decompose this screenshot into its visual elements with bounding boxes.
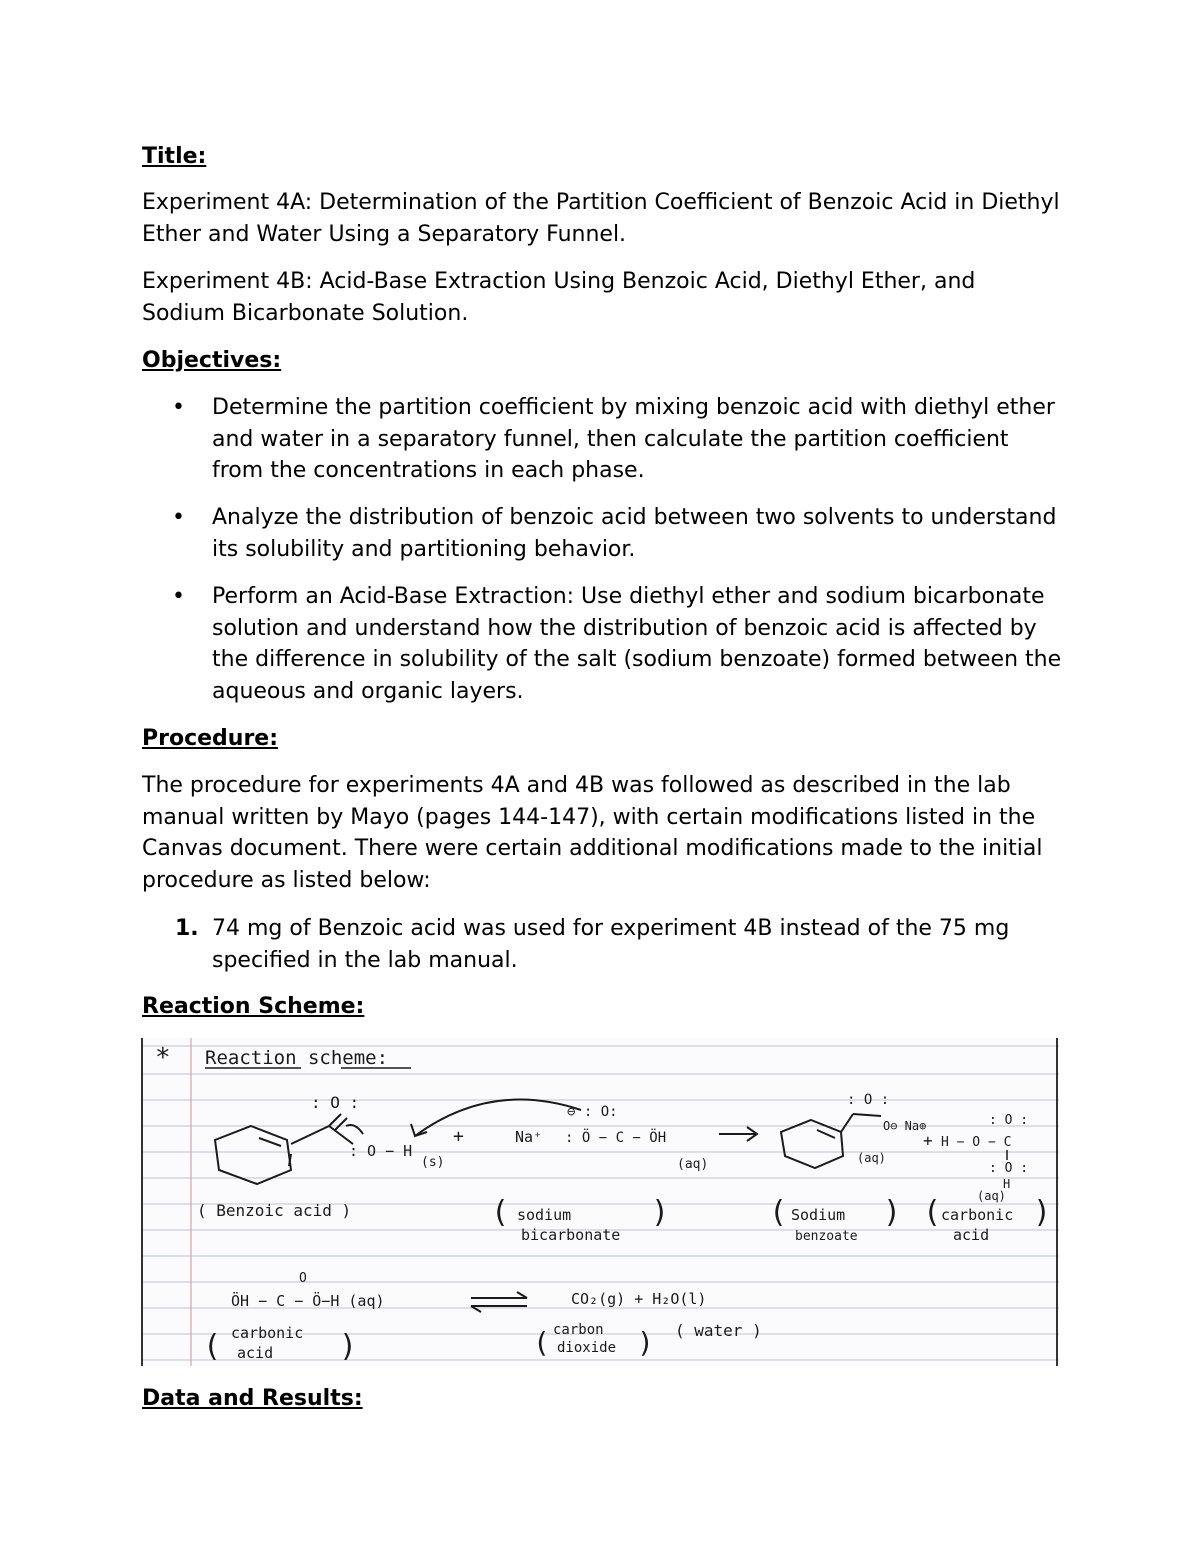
plus-sign: + xyxy=(453,1126,464,1147)
procedure-text: The procedure for experiments 4A and 4B was followed as described in the lab manual written by Mayo (pages 144-147), with certain modifications listed in the Canvas document. There were certain additional modifications made to the initial procedure as listed below: xyxy=(142,773,1043,893)
objectives-heading: Objectives: xyxy=(142,348,282,373)
benzoate-charge: O⊖ Na⊕ xyxy=(883,1119,927,1133)
benzoic-oxygen-top: : O : xyxy=(311,1093,360,1112)
star-mark: * xyxy=(155,1043,171,1073)
label-sodium-benzoate-2: benzoate xyxy=(795,1229,858,1244)
label-water: ( water ) xyxy=(675,1321,762,1340)
svg-text:): ) xyxy=(651,1195,670,1230)
svg-text:): ) xyxy=(1033,1195,1052,1230)
label-carbonic-acid-1: carbonic xyxy=(941,1206,1014,1224)
label-benzoic-acid: ( Benzoic acid ) xyxy=(197,1201,352,1220)
eq2-oxygen-top: O xyxy=(299,1271,307,1286)
data-results-heading: Data and Results: xyxy=(142,1386,363,1411)
svg-text:): ) xyxy=(637,1326,654,1359)
svg-text:): ) xyxy=(339,1329,358,1364)
bullet-icon: • xyxy=(172,584,185,609)
state-solid: (s) xyxy=(421,1155,445,1170)
svg-text:(: ( xyxy=(491,1195,510,1230)
label-sodium-bicarbonate-2: bicarbonate xyxy=(521,1226,621,1244)
plus-sign-2: + xyxy=(923,1131,933,1150)
reaction-scheme-image xyxy=(141,1038,1059,1366)
label-carbonic-acid-2: acid xyxy=(953,1226,990,1244)
svg-text:(: ( xyxy=(923,1195,942,1230)
bicarbonate-top: ⊖ : O: xyxy=(567,1104,618,1120)
objective-item: Perform an Acid-Base Extraction: Use diethyl ether and sodium bicarbonate solution and understand how the distribution of benzoic acid is affected by the difference in solubility of the salt (sodium benzoate) formed between the aqueous and organic layers. xyxy=(212,584,1062,704)
state-aqueous-2: (aq) xyxy=(857,1151,886,1165)
scheme-title: Reaction scheme: xyxy=(205,1047,389,1069)
procedure-heading: Procedure: xyxy=(142,726,279,751)
eq2-carbonic-acid: ÖH − C − Ö−H (aq) xyxy=(231,1292,385,1310)
label-sodium-bicarbonate-1: sodium xyxy=(517,1206,572,1224)
state-aqueous-3: (aq) xyxy=(977,1189,1006,1203)
carbonic-top: : O : xyxy=(989,1113,1029,1128)
title-heading: Title: xyxy=(142,144,207,169)
bullet-icon: • xyxy=(172,505,185,530)
state-aqueous: (aq) xyxy=(677,1157,709,1172)
reaction-scheme-heading: Reaction Scheme: xyxy=(142,994,365,1019)
svg-text:): ) xyxy=(883,1195,902,1230)
benzoate-oxygen-top: : O : xyxy=(847,1092,890,1108)
objective-item: Analyze the distribution of benzoic acid between two solvents to understand its solubility and partitioning behavior. xyxy=(212,505,1057,562)
sodium-ion: Na⁺ xyxy=(515,1128,543,1146)
label-carbonic-acid-b2: acid xyxy=(237,1344,274,1362)
label-carbonic-acid-b1: carbonic xyxy=(231,1324,304,1342)
bicarbonate-structure: : Ö − C − ÖH xyxy=(565,1130,667,1146)
objective-item: Determine the partition coefficient by mixing benzoic acid with diethyl ether and water in a separatory funnel, then calculate the partition coefficient from the concentrations in each phase. xyxy=(212,395,1055,483)
title-experiment-4a: Experiment 4A: Determination of the Partition Coefficient of Benzoic Acid in Diethyl Ether and Water Using a Separatory Funnel. xyxy=(142,190,1060,247)
svg-text:(: ( xyxy=(533,1326,550,1359)
benzoic-oh: : O − H xyxy=(349,1142,413,1160)
list-number: 1. xyxy=(175,916,199,941)
bullet-icon: • xyxy=(172,395,185,420)
label-sodium-benzoate-1: Sodium xyxy=(791,1206,846,1224)
label-carbon-dioxide-1: carbon xyxy=(553,1322,604,1338)
carbonic-acid-structure: H − O − C xyxy=(941,1135,1012,1150)
carbonic-h: H xyxy=(1003,1177,1011,1191)
label-carbon-dioxide-2: dioxide xyxy=(557,1340,617,1356)
svg-text:(: ( xyxy=(769,1195,788,1230)
carbonic-oh: : O : xyxy=(989,1161,1029,1176)
svg-text:(: ( xyxy=(203,1329,222,1364)
eq2-products: CO₂(g) + H₂O(l) xyxy=(571,1290,707,1308)
modification-item: 74 mg of Benzoic acid was used for experiment 4B instead of the 75 mg specified in the lab manual. xyxy=(212,916,1010,973)
title-experiment-4b: Experiment 4B: Acid-Base Extraction Using Benzoic Acid, Diethyl Ether, and Sodium Bicarbonate Solution. xyxy=(142,269,976,326)
